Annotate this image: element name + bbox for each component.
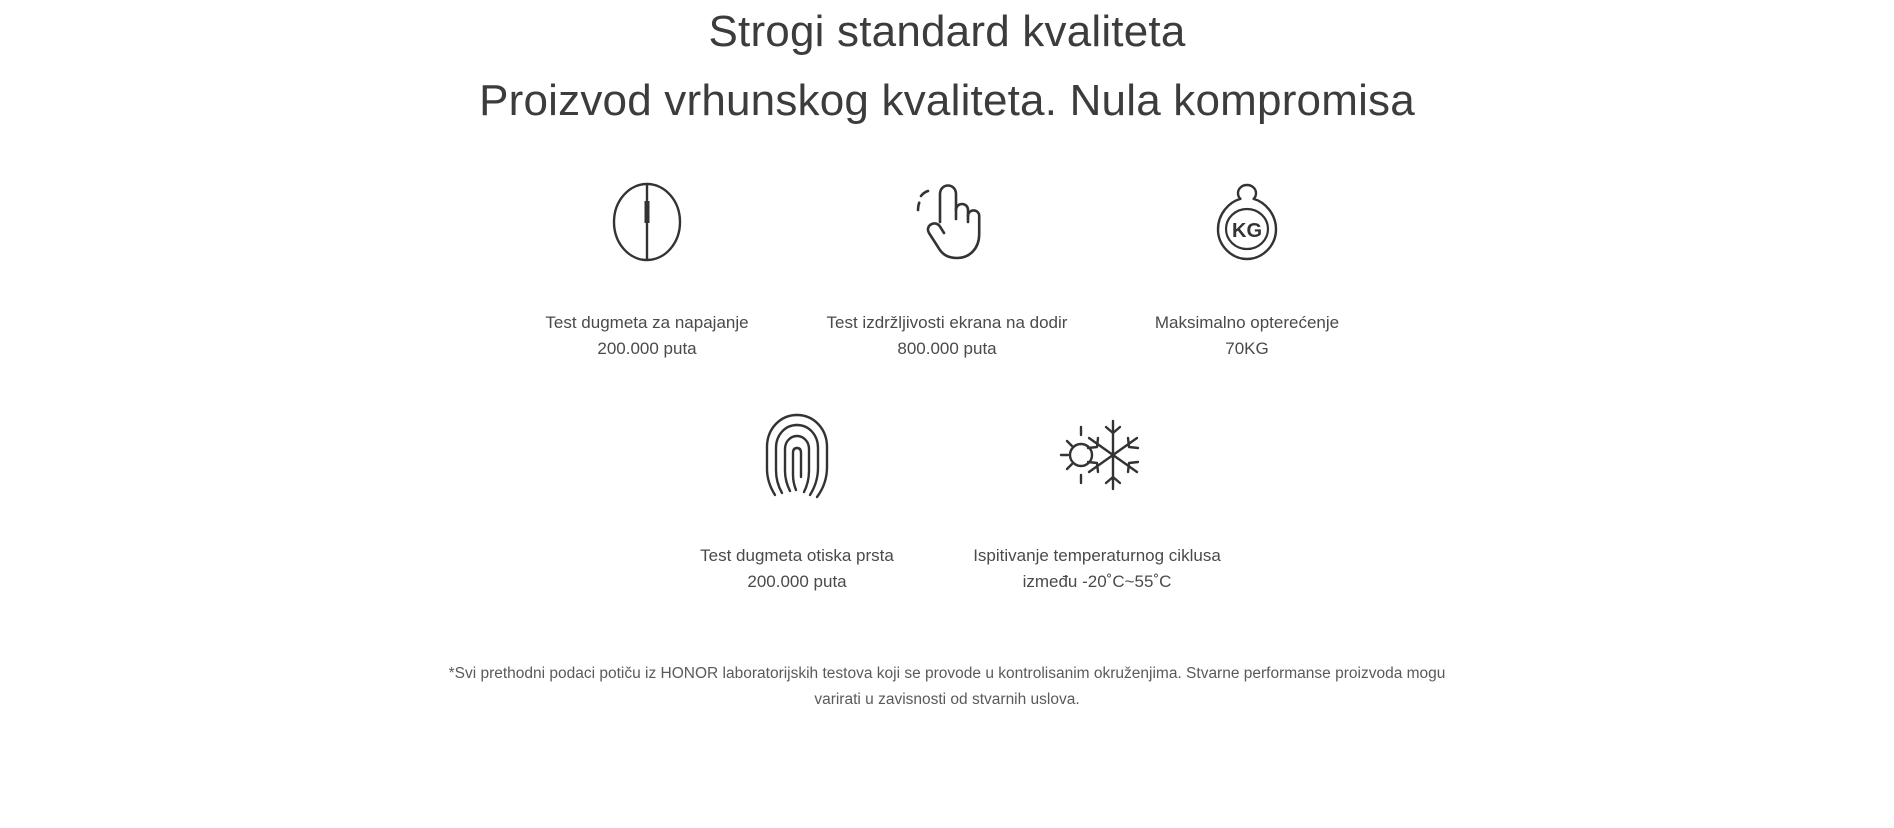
svg-text:KG: KG [1232,220,1262,242]
feature-caption-line1: Maksimalno opterećenje [1154,313,1340,332]
feature-row-1 [382,174,1512,363]
feature-caption [973,543,1221,596]
feature-caption-line2: 70KG [1225,339,1269,359]
feature-caption-line2: između -20˚C~55˚C [1022,572,1172,592]
power-button-icon [597,174,697,270]
feature-temperature-cycle [947,407,1247,596]
weight-kg-icon [1197,174,1297,270]
touch-hand-icon [897,174,997,270]
feature-caption-line2: 800.000 puta [897,339,997,359]
feature-caption-line2: 200.000 puta [597,339,697,359]
footnote [437,661,1457,712]
feature-power-button [497,174,797,363]
feature-fingerprint [647,407,947,596]
headings-block [0,0,1894,128]
feature-caption [545,310,748,363]
feature-caption [1155,310,1339,363]
feature-caption [700,543,894,596]
footnote-line2: performanse proizvoda mogu varirati u zavisnosti od stvarnih uslova. [814,665,1446,708]
feature-caption [827,310,1068,363]
feature-caption-line1: Test dugmeta za napajanje [545,313,749,332]
feature-caption-line1: Test dugmeta otiska prsta [700,545,894,565]
feature-caption-line1: Test izdržljivosti ekrana na dodir [826,313,1068,332]
fingerprint-icon [747,407,847,503]
temperature-cycle-icon [1047,407,1147,503]
page-title: Strogi standard kvaliteta [708,7,1186,56]
feature-caption-line1: Ispitivanje temperaturnog ciklusa [973,545,1221,565]
page-subtitle: Proizvod vrhunskog kvaliteta. Nula kompromisa [479,76,1415,125]
feature-row-2 [382,407,1512,596]
footnote-line1: *Svi prethodni podaci potiču iz HONOR laboratorijskih testova koji se provode u kontrolisanim okruženjima. Stvarne [448,665,1240,683]
feature-caption-line2: 200.000 puta [747,572,847,592]
features-grid [382,128,1512,595]
feature-touch-screen [797,174,1097,363]
feature-max-load [1097,174,1397,363]
